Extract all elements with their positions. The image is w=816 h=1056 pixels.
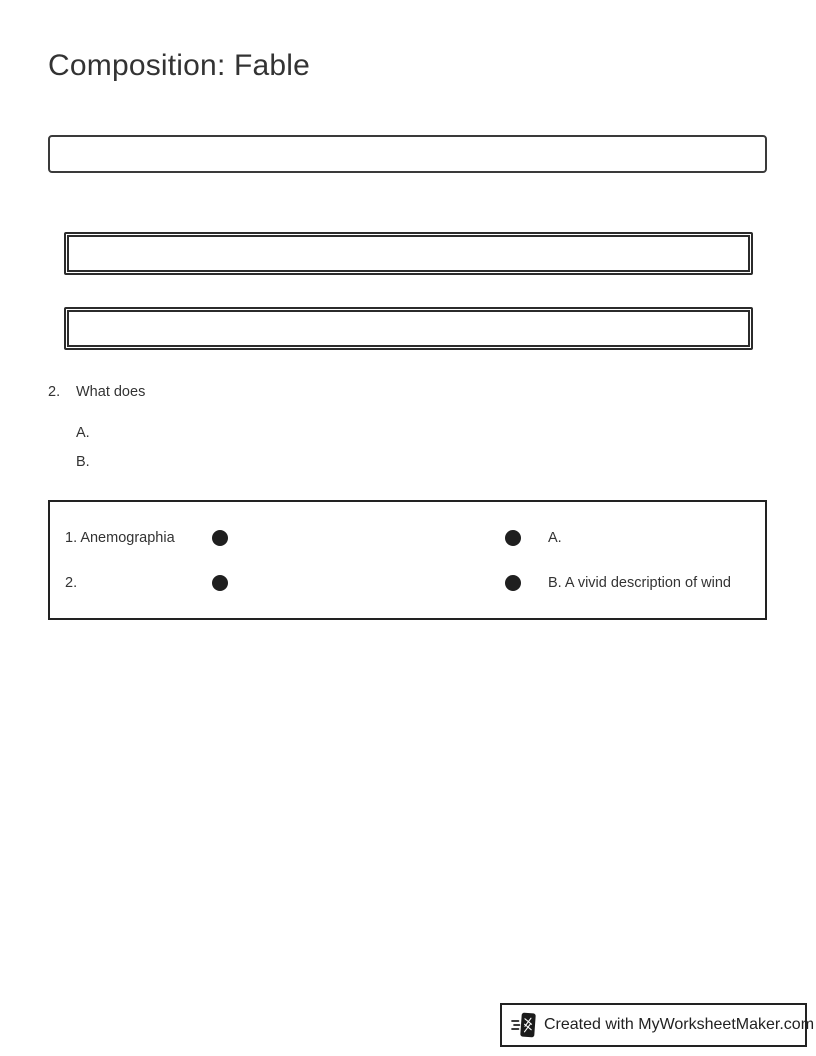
question-2-option-b: B. [76, 454, 90, 470]
match-left-item-2: 2. [65, 575, 78, 591]
match-left-item-1: 1. Anemographia [65, 530, 175, 546]
footer-credit-text: Created with MyWorksheetMaker.com [544, 1016, 815, 1033]
match-right-item-2: B. A vivid description of wind [548, 575, 731, 591]
footer-credit-badge[interactable] [500, 1003, 815, 1047]
question-2 [48, 383, 145, 401]
answer-box-1[interactable] [48, 135, 767, 173]
match-dot-icon[interactable] [212, 575, 228, 591]
answer-box-3[interactable] [64, 307, 753, 350]
match-right-item-1: A. [548, 530, 562, 546]
question-2-number: 2. [48, 384, 61, 400]
match-dot-icon[interactable] [505, 530, 521, 546]
matching-exercise-box [48, 500, 767, 620]
match-dot-icon[interactable] [505, 575, 521, 591]
match-dot-icon[interactable] [212, 530, 228, 546]
question-2-option-a: A. [76, 425, 90, 441]
flying-page-icon [511, 1010, 537, 1040]
page-title: Composition: Fable [48, 49, 311, 82]
question-2-prompt: What does [76, 384, 146, 400]
answer-box-2[interactable] [64, 232, 753, 275]
